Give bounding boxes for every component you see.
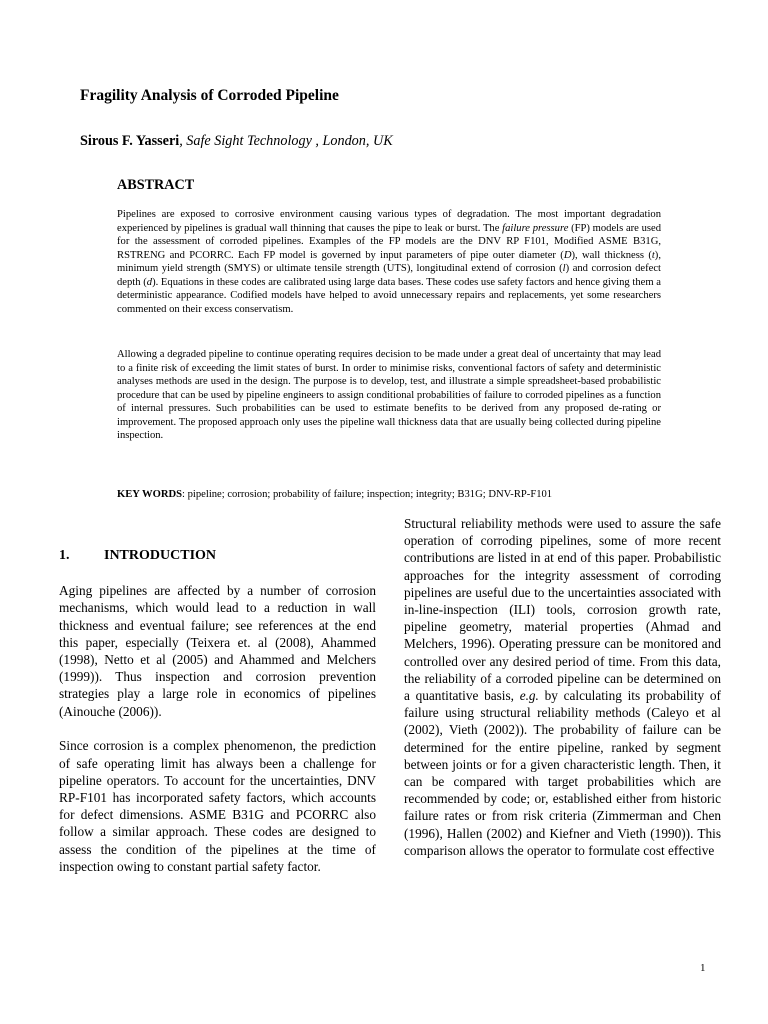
section-number: 1. [59,548,70,563]
section-heading [59,547,376,564]
abstract-text: ). Equations in these codes are calibrated using large data bases. These codes use safety factors and hence giving them a deterministic appearance. Codified models have helped to avoid unnecessary repairs and replacements, yet some researchers commented on their excess conservatism. [117,276,661,315]
intro-paragraph-2: Since corrosion is a complex phenomenon, the prediction of safe operating limit has always been a challenge for pipeline operators. To account for the uncertainties, DNV RP-F101 has incorporated safety factors, which accounts for defect dimensions. ASME B31G and PCORRC also follow a similar approach. These codes are designed to assess the condition of the pipelines at the time of inspection owing to constant partial safety factor. [59,738,376,874]
right-column-paragraph [404,515,721,859]
author-affiliation: , Safe Sight Technology , London, UK [179,133,393,149]
abstract-text: ) and corrosion defect depth ( [117,263,662,288]
body-text: Structural reliability methods were used to assure the safe operation of corroding pipelines, some of more recent contributions are listed in at end of this paper. Probabilistic approaches for the integrity assessment of corroding pipelines are useful due to the uncertainties associated with in-line-inspection (ILI) tools, corrosion growth rate, pipeline geometry, material properties (Ahmad and Melchers, 1996). Operating pressure can be monitored and controlled over any desired period of time. From this data, the reliability of a corroded pipeline can be determined on a quantitative basis, [404,516,721,704]
intro-paragraph-1: Aging pipelines are affected by a number of corrosion mechanisms, which would lead to a reduction in wall thickness and eventual failure; see references at the end this paper, especially (Teixera et. al (2008), Ahammed (1998), Netto et al (2005) and Ahammed and Melchers (1999)). Thus inspection and corrosion prevention strategies play a large role in economics of pipelines (Ainouche (2006)). [59,583,376,719]
body-text: by calculating its probability of failure using structural reliability methods (Caleyo et al (2002), Vieth (2002)). The probability of failure can be determined for the entire pipeline, ranked by segment between joints or for a given characteristic length. Then, it can be compared with target probabilities which are recommended by code; or, established either from historic failure rates or from risk criteria (Zimmerman and Chen (1996), Hallen (2002) and Kiefner and Vieth (1990)). This comparison allows the operator to formulate cost effective [404,688,721,858]
abstract-paragraph-2: Allowing a degraded pipeline to continue operating requires decision to be made under a great deal of uncertainty that may lead to a finite risk of exceeding the limit states of burst. In order to minimise risks, conventional factors of safety and deterministic analyses methods are used in the design. The purpose is to develop, test, and illustrate a simple spreadsheet-based probabilistic procedure that can be used by pipeline engineers to assign conditional probabilities of failure to corroded pipelines as a function of internal pressures. Such probabilities can be used to estimate benefits to be derived from any proposed de-rating or improvement. The proposed approach only uses the pipeline wall thickness data that are usually being collected during pipeline inspection. [117,349,661,441]
left-column [59,547,376,875]
abstract-paragraph-1 [117,208,661,316]
body-italic-term: e.g. [519,688,539,704]
keywords-label: KEY WORDS [117,489,183,500]
paper-title: Fragility Analysis of Corroded Pipeline [80,87,339,104]
abstract-italic-term: l [562,263,566,274]
section-title: INTRODUCTION [104,548,217,563]
abstract-text: ), wall thickness ( [571,249,652,261]
abstract-italic-term: d [146,276,153,288]
abstract-italic-term: D [563,249,572,261]
right-column [404,515,721,859]
author-line [80,133,393,150]
abstract-italic-term: failure pressure [502,222,569,234]
abstract-italic-term: t [651,249,655,261]
abstract-heading: ABSTRACT [117,177,195,193]
keywords-text: : pipeline; corrosion; probability of failure; inspection; integrity; B31G; DNV-RP-F101 [182,489,553,500]
author-name: Sirous F. Yasseri [80,133,180,149]
abstract-text: Pipelines are exposed to corrosive environment causing various types of degradation. The most important degradation experienced by pipelines is gradual wall thinning that causes the pipe to leak or burst. The [117,209,661,234]
abstract-text: ), minimum yield strength (SMYS) or ultimate tensile strength (UTS), longitudinal extend of corrosion ( [117,249,661,274]
keywords-line [117,489,552,500]
page-number: 1 [700,962,706,974]
abstract-text: (FP) models are used for the assessment of corroded pipelines. Examples of the FP models are the DNV RP F101, Modified ASME B31G, RSTRENG and PCORRC. Each FP model is governed by input parameters of pipe outer diameter ( [117,222,661,261]
